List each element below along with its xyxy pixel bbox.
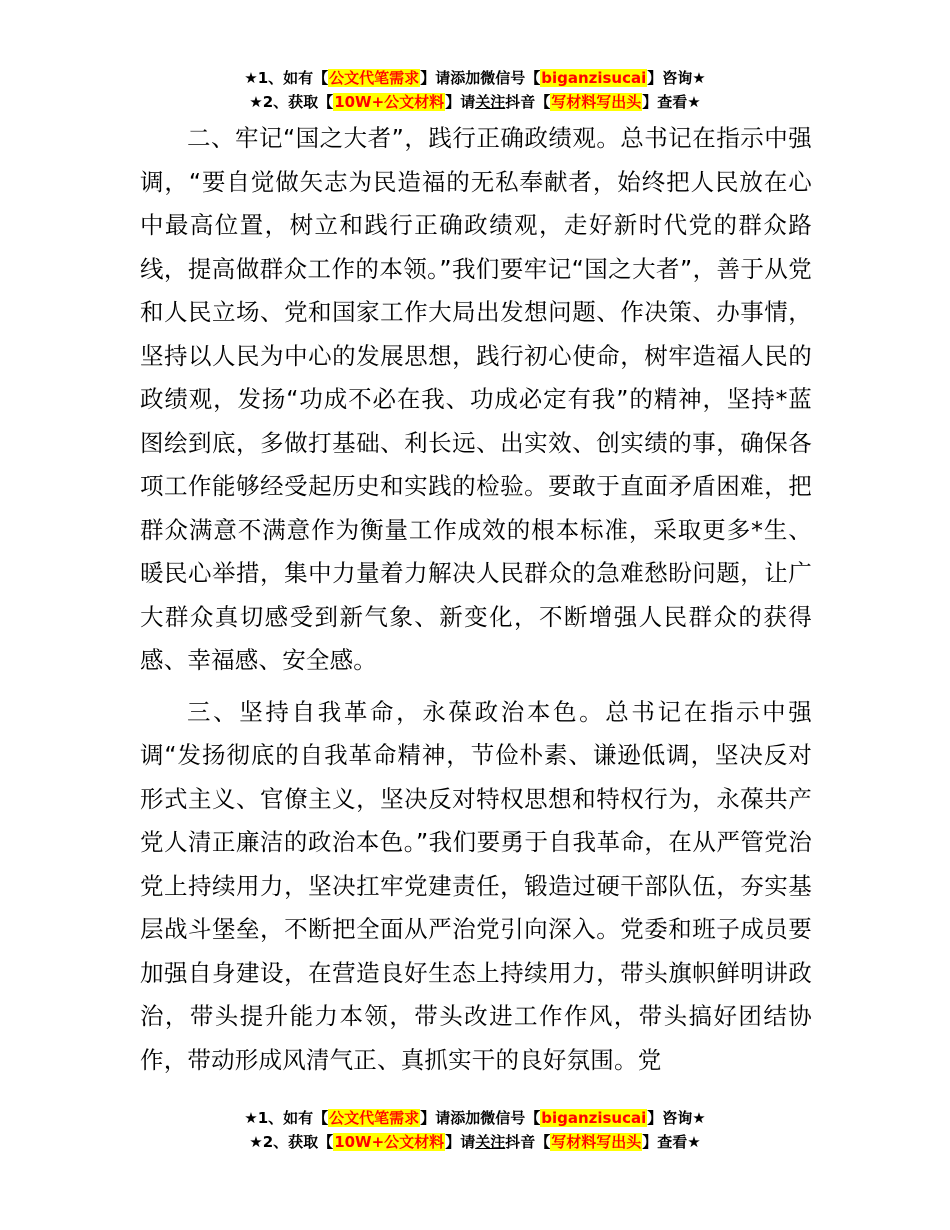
document-body — [140, 117, 812, 1082]
banner-line2-suffix: 】查看★ — [642, 1133, 701, 1151]
header-banner — [0, 66, 950, 114]
footer-banner-line-1 — [0, 1106, 950, 1130]
banner-line2-follow: 关注 — [475, 1133, 506, 1151]
banner-line1-highlight-wechat: biganzisucai — [541, 1109, 647, 1127]
banner-line2-suffix: 】查看★ — [642, 93, 701, 111]
banner-line1-prefix: ★1、如有【 — [244, 69, 329, 87]
banner-line2-highlight-account: 写材料写出头 — [551, 1133, 642, 1151]
paragraph-section-two: 二、牢记“国之大者”，践行正确政绩观。总书记在指示中强调，“要自觉做矢志为民造福的无私奉献者，始终把人民放在心中最高位置，树立和践行正确政绩观，走好新时代党的群众路线，提高做群众工作的本领。”我们要牢记“国之大者”，善于从党和人民立场、党和国家工作大局出发想问题、作决策、办事情，坚持以人民为中心的发展思想，践行初心使命，树牢造福人民的政绩观，发扬“功成不必在我、功成必定有我”的精神，坚持*蓝图绘到底，多做打基础、利长远、出实效、创实绩的事，确保各项工作能够经受起历史和实践的检验。要敢于直面矛盾困难，把群众满意不满意作为衡量工作成效的根本标准，采取更多*生、暖民心举措，集中力量着力解决人民群众的急难愁盼问题，让广大群众真切感受到新气象、新变化，不断增强人民群众的获得感、幸福感、安全感。 — [140, 124, 812, 674]
banner-line1-prefix: ★1、如有【 — [244, 1109, 329, 1127]
banner-line2-middle-a: 】请 — [445, 1133, 476, 1151]
banner-line2-middle-a: 】请 — [445, 93, 476, 111]
banner-line1-highlight-service: 公文代笔需求 — [329, 69, 420, 87]
banner-line1-suffix: 】咨询★ — [647, 69, 706, 87]
banner-line2-middle-b: 抖音【 — [505, 93, 551, 111]
banner-line2-highlight-materials: 10W+公文材料 — [334, 93, 445, 111]
header-banner-line-1 — [0, 66, 950, 90]
footer-banner-line-2 — [0, 1130, 950, 1154]
banner-line2-highlight-materials: 10W+公文材料 — [334, 1133, 445, 1151]
header-banner-line-2 — [0, 90, 950, 114]
banner-line2-follow: 关注 — [475, 93, 506, 111]
banner-line2-highlight-account: 写材料写出头 — [551, 93, 642, 111]
banner-line1-highlight-wechat: biganzisucai — [541, 69, 647, 87]
banner-line1-suffix: 】咨询★ — [647, 1109, 706, 1127]
banner-line1-middle: 】请添加微信号【 — [420, 69, 541, 87]
paragraph-section-three: 三、坚持自我革命，永葆政治本色。总书记在指示中强调“发扬彻底的自我革命精神，节俭朴素、谦逊低调，坚决反对形式主义、官僚主义，坚决反对特权思想和特权行为，永葆共产党人清正廉洁的政治本色。”我们要勇于自我革命，在从严管党治党上持续用力，坚决扛牢党建责任，锻造过硬干部队伍，夯实基层战斗堡垒，不断把全面从严治党引向深入。党委和班子成员要加强自身建设，在营造良好生态上持续用力，带头旗帜鲜明讲政治，带头提升能力本领，带头改进工作作风，带头搞好团结协作，带动形成风清气正、真抓实干的良好氛围。党 — [140, 697, 812, 1074]
banner-line1-highlight-service: 公文代笔需求 — [329, 1109, 420, 1127]
banner-line1-middle: 】请添加微信号【 — [420, 1109, 541, 1127]
banner-line2-prefix: ★2、获取【 — [249, 93, 334, 111]
banner-line2-middle-b: 抖音【 — [505, 1133, 551, 1151]
banner-line2-prefix: ★2、获取【 — [249, 1133, 334, 1151]
footer-banner — [0, 1106, 950, 1154]
